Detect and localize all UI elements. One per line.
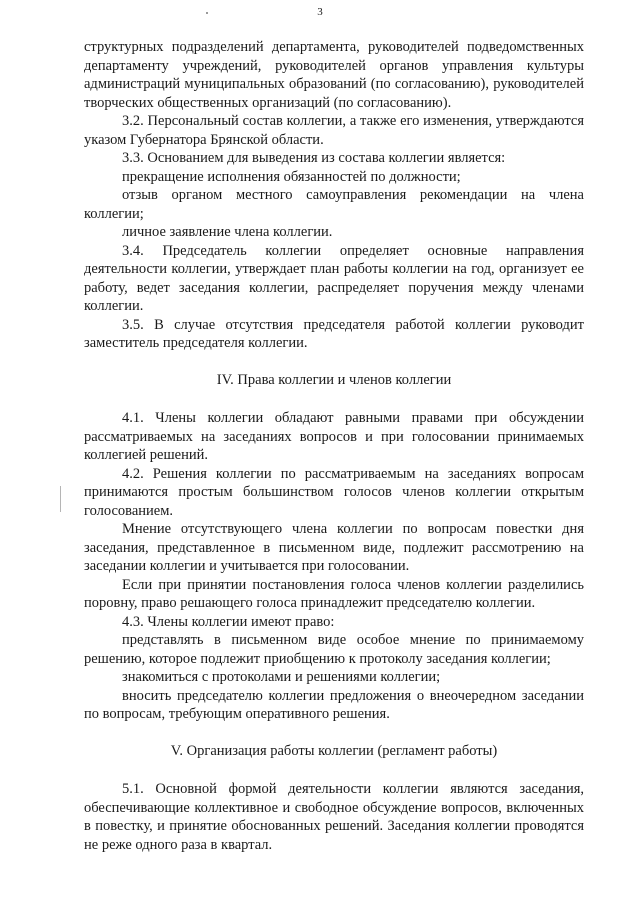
list-item-dissenting-opinion: представлять в письменном виде особое мнение по принимаемому решению, которое подлежит приобщению к протоколу заседания коллегии; [84,632,584,667]
paragraph-4-2: 4.2. Решения коллегии по рассматриваемым на заседаниях вопросам принимаются простым большинством голосов членов коллегии открытым голосованием. [84,465,584,519]
paragraph-3-4: 3.4. Председатель коллегии определяет основные направления деятельности коллегии, утверждает план работы коллегии на год, организует ее работу, ведет заседания коллегии, распределяет поручения между членами коллегии. [84,242,584,314]
list-item-review-protocols: знакомиться с протоколами и решениями коллегии; [122,669,441,685]
paragraph-4-1: 4.1. Члены коллегии обладают равными правами при обсуждении рассматриваемых на заседаниях вопросов и при голосовании принимаемых коллегией решений. [84,410,584,463]
paragraph-absent-member-opinion: Мнение отсутствующего члена коллегии по вопросам повестки дня заседания, представленное в письменном виде, подлежит рассмотрению на заседании коллегии и учитывается при голосовании. [84,521,584,574]
section-heading-iv: IV. Права коллегии и членов коллегии [216,371,452,388]
list-item-termination: прекращение исполнения обязанностей по должности; [122,168,461,185]
paragraph-3-2: 3.2. Персональный состав коллегии, а также его изменения, утверждаются указом Губернатора Брянской области. [84,113,584,148]
page-number: 3 [317,6,323,18]
section-heading-v: V. Организация работы коллегии (регламент работы) [170,742,498,759]
paragraph-3-3: 3.3. Основанием для выведения из состава коллегии является: [122,150,506,166]
paragraph-5-1: 5.1. Основной формой деятельности коллегии являются заседания, обеспечивающие коллективное и свободное обсуждение вопросов, включенных в повестку, и принятие обоснованных решений. Заседания коллегии проводятся не реже одного раза в квартал. [84,781,584,853]
list-item-recall: отзыв органом местного самоуправления рекомендации на члена коллегии; [84,187,584,222]
paragraph-tie-vote: Если при принятии постановления голоса членов коллегии разделились поровну, право решающего голоса принадлежит председателю коллегии. [84,576,584,611]
paragraph-4-3: 4.3. Члены коллегии имеют право: [122,613,335,630]
scan-edge-mark [60,486,61,512]
list-item-extraordinary-meeting: вносить председателю коллегии предложения о внеочередном заседании по вопросам, требующим оперативного решения. [84,687,584,722]
paragraph-continuation: структурных подразделений департамента, руководителей подведомственных департаменту учреждений, руководителей органов управления культуры администраций муниципальных образований (по согласованию), руководителей творческих общественных организаций (по согласованию). [84,39,584,111]
document-body [84,38,584,854]
paragraph-3-5: 3.5. В случае отсутствия председателя работой коллегии руководит заместитель председателя коллегии. [84,316,584,351]
list-item-personal-request: личное заявление члена коллегии. [122,224,333,240]
